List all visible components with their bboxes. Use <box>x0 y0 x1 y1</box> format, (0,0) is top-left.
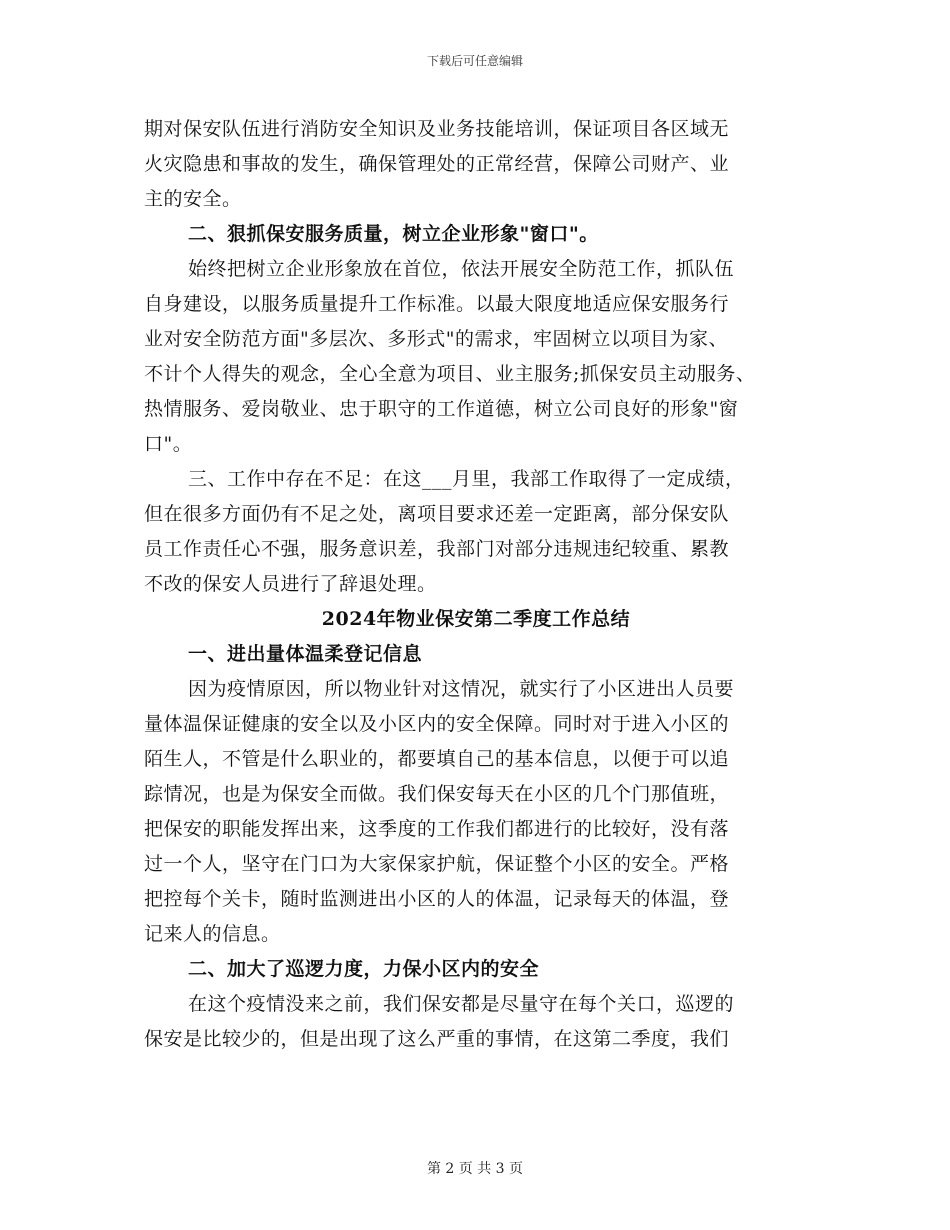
section-title: 2024年物业保安第二季度工作总结 <box>321 608 631 630</box>
text-line: 过一个人，坚守在门口为大家保家护航，保证整个小区的安全。严格 <box>144 853 730 875</box>
document-body <box>144 112 808 1057</box>
section-heading: 一、进出量体温柔登记信息 <box>188 643 423 665</box>
text-line: 把控每个关卡，随时监测进出小区的人的体温，记录每天的体温，登 <box>144 888 730 910</box>
text-line: 踪情况，也是为保安全而做。我们保安每天在小区的几个门那值班， <box>144 783 730 805</box>
text-line: 自身建设，以服务质量提升工作标准。以最大限度地适应保安服务行 <box>144 293 730 315</box>
text-line: 期对保安队伍进行消防安全知识及业务技能培训，保证项目各区域无 <box>144 118 730 140</box>
text-line: 火灾隐患和事故的发生，确保管理处的正常经营，保障公司财产、业 <box>144 153 730 175</box>
text-line: 主的安全。 <box>144 188 242 210</box>
page-header: 下载后可任意编辑 <box>426 54 523 68</box>
text-line: 热情服务、爱岗敬业、忠于职守的工作道德，树立公司良好的形象"窗 <box>144 398 739 420</box>
text-line: 保安是比较少的，但是出现了这么严重的事情，在这第二季度，我们 <box>144 1028 730 1050</box>
text-line: 记来人的信息。 <box>144 923 281 945</box>
text-line: 因为疫情原因，所以物业针对这情况，就实行了小区进出人员要 <box>188 678 735 700</box>
page-footer: 第 2 页 共 3 页 <box>426 1161 524 1177</box>
text-line: 始终把树立企业形象放在首位，依法开展安全防范工作，抓队伍 <box>188 258 735 280</box>
text-line: 把保安的职能发挥出来，这季度的工作我们都进行的比较好，没有落 <box>144 818 730 840</box>
section-heading: 二、狠抓保安服务质量，树立企业形象"窗口"。 <box>188 223 599 245</box>
text-line: 口"。 <box>144 433 193 455</box>
text-line: 不改的保安人员进行了辞退处理。 <box>144 573 437 595</box>
text-line: 量体温保证健康的安全以及小区内的安全保障。同时对于进入小区的 <box>144 713 730 735</box>
text-line: 三、工作中存在不足：在这___月里，我部工作取得了一定成绩， <box>188 468 745 490</box>
text-line: 在这个疫情没来之前，我们保安都是尽量守在每个关口，巡逻的 <box>188 993 735 1015</box>
section-heading: 二、加大了巡逻力度，力保小区内的安全 <box>188 958 540 980</box>
text-line: 业对安全防范方面"多层次、多形式"的需求，牢固树立以项目为家、 <box>144 328 728 350</box>
text-line: 不计个人得失的观念，全心全意为项目、业主服务;抓保安员主动服务、 <box>144 363 756 385</box>
text-line: 员工作责任心不强，服务意识差，我部门对部分违规违纪较重、累教 <box>144 538 730 560</box>
text-line: 陌生人，不管是什么职业的，都要填自己的基本信息，以便于可以追 <box>144 748 730 770</box>
text-line: 但在很多方面仍有不足之处，离项目要求还差一定距离，部分保安队 <box>144 503 730 525</box>
